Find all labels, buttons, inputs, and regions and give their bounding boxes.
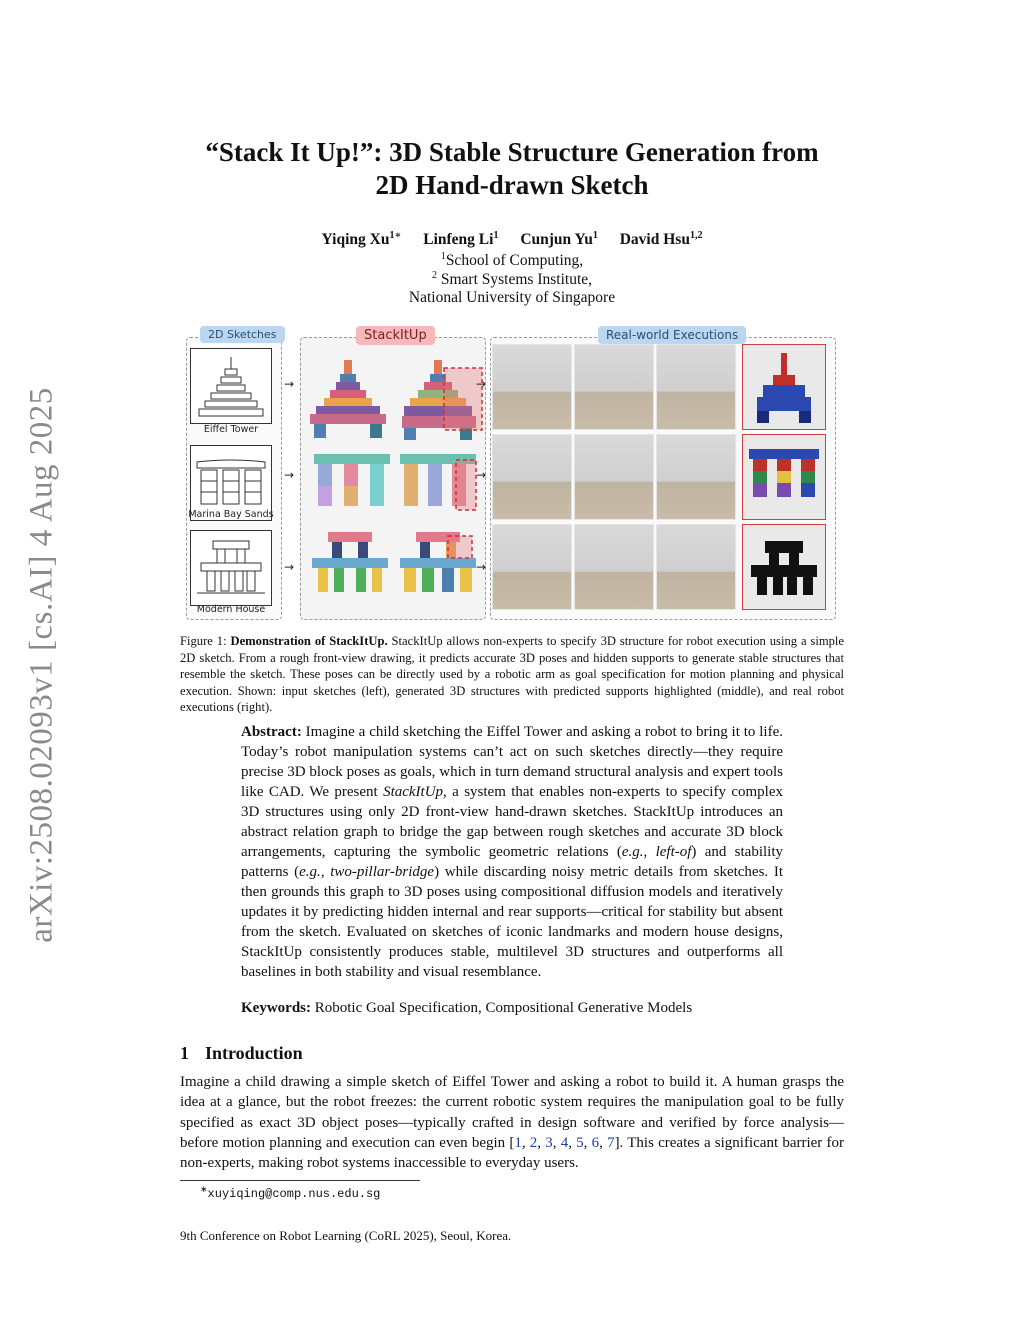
introduction-paragraph: Imagine a child drawing a simple sketch of Eiffel Tower and asking a robot to build it. A human grasps the idea at a glance, but the robot freezes: the current robotic system requires the manipulation goal to be fully specified as exact 3D object poses—typically crafted in design software and verified by force analysis—before motion planning and execution can even begin [1, 2, 3, 4, 5, 6, 7]. This creates a significant barrier for non-experts, making robot systems inaccessible to everyday users. (180, 1074, 844, 1172)
citation-link[interactable]: 6 (591, 1134, 600, 1151)
zoom-house-result (742, 524, 826, 610)
author: David Hsu$^{1,2}$ (619, 230, 703, 249)
arrow-right-icon: → (284, 377, 295, 391)
affiliation-2: $^2$ Smart Systems Institute, (432, 270, 592, 289)
marina-structure-b (400, 454, 476, 510)
generated-structures-image (304, 356, 487, 618)
section-heading-introduction: 1 Introduction (180, 1043, 303, 1063)
arrow-right-icon: → (284, 468, 295, 482)
abstract: Abstract: Imagine a child sketching the Eiffel Tower and asking a robot to bring it to life. Today’s robot manipulation systems can’t act on such sketches directly—they require precise 3D block poses as goals, which in turn demand structural analysis and expert tools like CAD. We present StackItUp, a system that enables non-experts to specify complex 3D structures using only 2D front-view hand-drawn sketches. StackItUp introduces an abstract relation graph to bridge the gap between rough sketches and accurate 3D block arrangements, capturing the symbolic geometric relations (e.g., left-of) and stability patterns (e.g., two-pillar-bridge) while discarding noisy metric details from sketches. It then grounds this graph to 3D poses using compositional diffusion models and iteratively updates it by predicting hidden internal and rear supports—critical for stability but absent from the sketch. Evaluated on sketches of iconic landmarks and modern house designs, StackItUp consistently produces stable, multilevel 3D structures and outperforms all baselines in both stability and visual resemblance. (241, 724, 783, 980)
paper-title (180, 136, 844, 202)
executions-label: Real-world Executions (598, 326, 746, 344)
footnote-divider (180, 1180, 420, 1181)
arrow-right-icon: → (476, 377, 487, 391)
execution-photo (656, 434, 736, 520)
figure-caption: Figure 1: Demonstration of StackItUp. StackItUp allows non-experts to specify 3D structure for robot execution using a simple 2D sketch. From a rough front-view drawing, it predicts accurate 3D poses and hidden supports to generate stable structures that resemble the sketch. These poses can be directly used by a robotic arm as goal specification for motion planning and physical execution. Shown: input sketches (left), generated 3D structures with predicted supports highlighted (middle), and real robot executions (right). (180, 634, 845, 715)
execution-photo (574, 524, 654, 610)
sketch-label-house: Modern House (196, 604, 266, 615)
author: Linfeng Li$^1$ (423, 230, 499, 249)
affiliation-3: National University of Singapore (408, 289, 616, 306)
author: Yiqing $Xu^{1∗}$ (321, 230, 402, 249)
stackitup-label: StackItUp (356, 326, 435, 345)
citation-link[interactable]: 1 (514, 1134, 522, 1151)
sketch-label-eiffel: Eiffel Tower (203, 424, 259, 435)
zoom-marina-result (742, 434, 826, 520)
author: Cunjun Yu$^1$ (520, 230, 598, 249)
author-list (180, 230, 844, 249)
affiliation-1: $^1$School of Computing, (440, 251, 584, 270)
arrow-right-icon: → (284, 560, 295, 574)
execution-photo (492, 524, 572, 610)
citation-link[interactable]: 2 (529, 1134, 538, 1151)
sketch-modern-house (190, 530, 272, 606)
keywords: Keywords: Robotic Goal Specification, Compositional Generative Models (241, 1000, 693, 1016)
citation-link[interactable]: 5 (576, 1134, 584, 1151)
execution-photo (492, 434, 572, 520)
citation-link[interactable]: 3 (545, 1134, 553, 1151)
conference-notice: 9th Conference on Robot Learning (CoRL 2025), Seoul, Korea. (180, 1228, 512, 1243)
eiffel-structure-b (402, 360, 482, 440)
zoom-eiffel-result (742, 344, 826, 430)
title-line-1: “Stack It Up!”: 3D Stable Structure Generation from (205, 137, 819, 167)
arrow-right-icon: → (476, 468, 487, 482)
citation-link[interactable]: 4 (560, 1134, 569, 1151)
figure-1 (180, 322, 844, 622)
house-sketch-drawing (191, 531, 271, 605)
house-built-image (743, 525, 825, 609)
execution-photo (656, 524, 736, 610)
house-structure-a (312, 532, 388, 592)
sketch-label-marina: Marina Bay Sands (188, 509, 274, 520)
eiffel-sketch-drawing (191, 349, 271, 423)
execution-photo (574, 434, 654, 520)
marina-built-image (743, 435, 825, 519)
citation-link[interactable]: 7 (607, 1134, 615, 1151)
execution-photo (574, 344, 654, 430)
execution-photo (656, 344, 736, 430)
sketch-eiffel-tower (190, 348, 272, 424)
sketches-label: 2D Sketches (200, 326, 285, 343)
arxiv-identifier: arXiv:2508.02093v1 [cs.AI] 4 Aug 2025 (23, 387, 60, 943)
footnote-email: ∗xuyiqing@comp.nus.edu.sg (200, 1184, 381, 1201)
title-line-2: 2D Hand-drawn Sketch (375, 170, 649, 200)
house-structure-b (400, 532, 476, 592)
arrow-right-icon: → (476, 560, 487, 574)
eiffel-structure-a (310, 360, 386, 438)
marina-structure-a (314, 454, 390, 506)
execution-photo (492, 344, 572, 430)
eiffel-built-image (743, 345, 825, 429)
